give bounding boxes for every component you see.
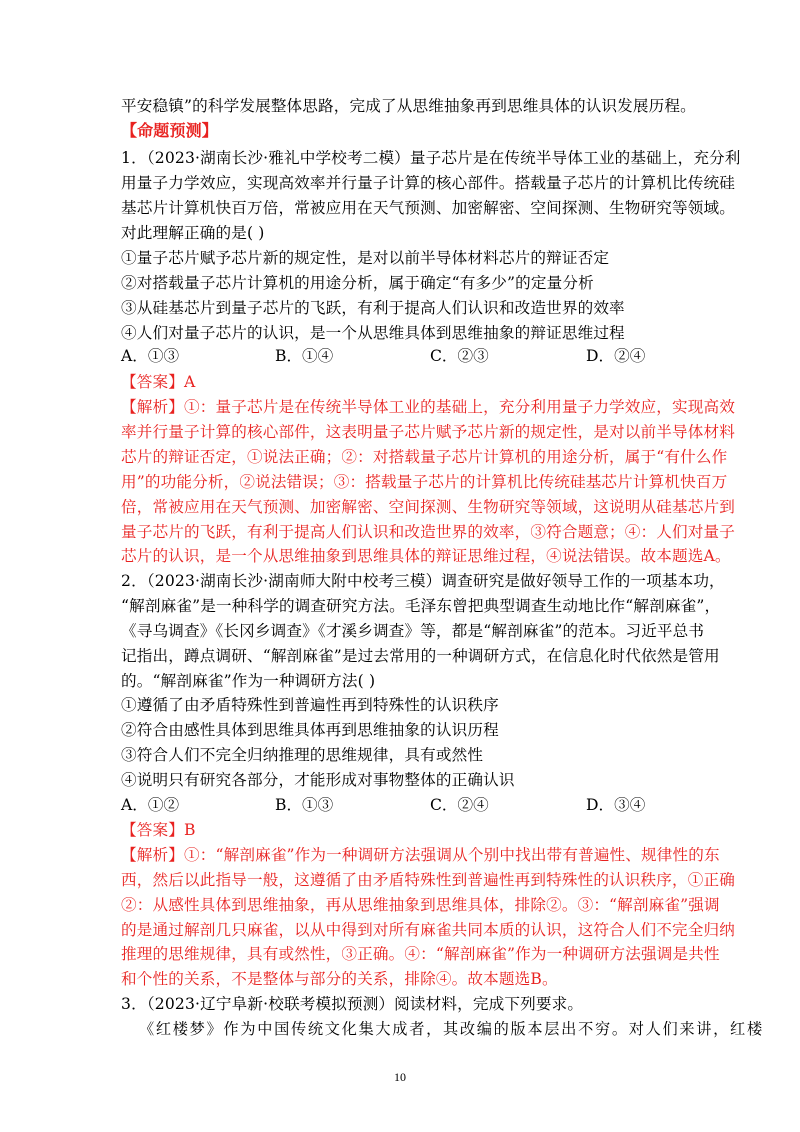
q1-stem-line: 基芯片计算机快百万倍，常被应用在天气预测、加密解密、空间探测、生物研究等领域。 xyxy=(121,199,736,217)
q2-analysis-line: 的是通过解剖几只麻雀，以从中得到对所有麻雀共同本质的认识，这符合人们不完全归纳 xyxy=(121,921,736,939)
q1-analysis-line: 量子芯片的飞跃，有利于提高人们认识和改造世界的效率，③符合题意；④：人们对量子 xyxy=(121,523,736,541)
q3-stem: 3．（2023·辽宁阜新·校联考模拟预测）阅读材料，完成下列要求。 xyxy=(121,995,584,1013)
q2-option-d: D．③④ xyxy=(586,796,646,814)
q2-statement: ③符合人们不完全归纳推理的思维规律，具有或然性 xyxy=(121,746,484,764)
q2-analysis-line: 【解析】①：“解剖麻雀”作为一种调研方法强调从个别中找出带有普遍性、规律性的东 xyxy=(121,846,720,864)
q2-option-b: B．①③ xyxy=(275,796,334,814)
q1-analysis-line: 率并行量子计算的核心部件，这表明量子芯片赋予芯片新的规定性，是对以前半导体材料 xyxy=(121,423,736,441)
q1-statement: ②对搭载量子芯片计算机的用途分析，属于确定“有多少”的定量分析 xyxy=(121,274,594,292)
q2-stem-line: 的。“解剖麻雀”作为一种调研方法( ) xyxy=(121,672,376,690)
q2-statement: ①遵循了由矛盾特殊性到普遍性再到特殊性的认识秩序 xyxy=(121,696,499,714)
q1-option-d: D．②④ xyxy=(586,347,646,365)
q2-analysis-line: 和个性的关系，不是整体与部分的关系，排除④。故本题选B。 xyxy=(121,970,558,988)
intro-line: 平安稳镇”的科学发展整体思路，完成了从思维抽象再到思维具体的认识发展历程。 xyxy=(121,97,696,115)
q1-option-a: A．①③ xyxy=(121,347,180,365)
q2-stem-line: 《寻乌调查》《长冈乡调查》《才溪乡调查》等，都是“解剖麻雀”的范本。习近平总书 xyxy=(121,622,705,640)
q2-option-a: A．①② xyxy=(121,796,180,814)
q1-answer: 【答案】A xyxy=(121,373,196,391)
q2-analysis-line: 西，然后以此指导一般，这遵循了由矛盾特殊性到普遍性再到特殊性的认识秩序，①正确 xyxy=(121,871,736,889)
q1-analysis-line: 【解析】①：量子芯片是在传统半导体工业的基础上，充分利用量子力学效应，实现高效 xyxy=(121,398,736,416)
q3-material: 《红楼梦》作为中国传统文化集大成者，其改编的版本层出不穷。对人们来讲，红楼 xyxy=(139,1020,764,1038)
q1-statement: ④人们对量子芯片的认识，是一个从思维具体到思维抽象的辩证思维过程 xyxy=(121,324,625,342)
q2-option-c: C．②④ xyxy=(430,796,489,814)
q1-statement: ③从硅基芯片到量子芯片的飞跃，有利于提高人们认识和改造世界的效率 xyxy=(121,299,625,317)
q1-stem-line: 用量子力学效应，实现高效率并行量子计算的核心部件。搭载量子芯片的计算机比传统硅 xyxy=(121,174,736,192)
q2-analysis-line: ②：从感性具体到思维抽象，再从思维抽象到思维具体，排除②。③：“解剖麻雀”强调 xyxy=(121,896,720,914)
section-heading: 【命题预测】 xyxy=(121,121,218,140)
q1-analysis-line: 芯片的认识，是一个从思维抽象到思维具体的辩证思维过程，④说法错误。故本题选A。 xyxy=(121,547,731,565)
page-number: 10 xyxy=(394,1070,406,1084)
q1-option-c: C．②③ xyxy=(430,347,489,365)
q2-stem-line: 记指出，蹲点调研、“解剖麻雀”是过去常用的一种调研方式，在信息化时代依然是管用 xyxy=(121,647,720,665)
q1-analysis-line: 倍，常被应用在天气预测、加密解密、空间探测、生物研究等领域，这说明从硅基芯片到 xyxy=(121,498,736,516)
q2-statement: ④说明只有研究各部分，才能形成对事物整体的正确认识 xyxy=(121,771,515,789)
q1-statement: ①量子芯片赋予芯片新的规定性，是对以前半导体材料芯片的辩证否定 xyxy=(121,249,610,267)
q1-analysis-line: 芯片的辩证否定，①说法正确；②：对搭载量子芯片计算机的用途分析，属于“有什么作 xyxy=(121,448,728,466)
q1-analysis-line: 用”的功能分析，②说法错误；③：搭载量子芯片的计算机比传统硅基芯片计算机快百万 xyxy=(121,473,728,491)
q2-analysis-line: 推理的思维规律，具有或然性，③正确。④：“解剖麻雀”作为一种调研方法强调是共性 xyxy=(121,945,720,963)
q1-option-b: B．①④ xyxy=(275,347,334,365)
q2-stem-line: 2．（2023·湖南长沙·湖南师大附中校考三模）调查研究是做好领导工作的一项基本功， xyxy=(121,572,725,590)
q1-stem-line: 1．（2023·湖南长沙·雅礼中学校考二模）量子芯片是在传统半导体工业的基础上，充分利 xyxy=(121,149,741,167)
q2-answer: 【答案】B xyxy=(121,821,196,839)
q1-stem-line: 对此理解正确的是( ) xyxy=(121,224,265,242)
q2-stem-line: “解剖麻雀”是一种科学的调查研究方法。毛泽东曾把典型调查生动地比作“解剖麻雀”， xyxy=(121,597,721,615)
q2-statement: ②符合由感性具体到思维具体再到思维抽象的认识历程 xyxy=(121,721,499,739)
